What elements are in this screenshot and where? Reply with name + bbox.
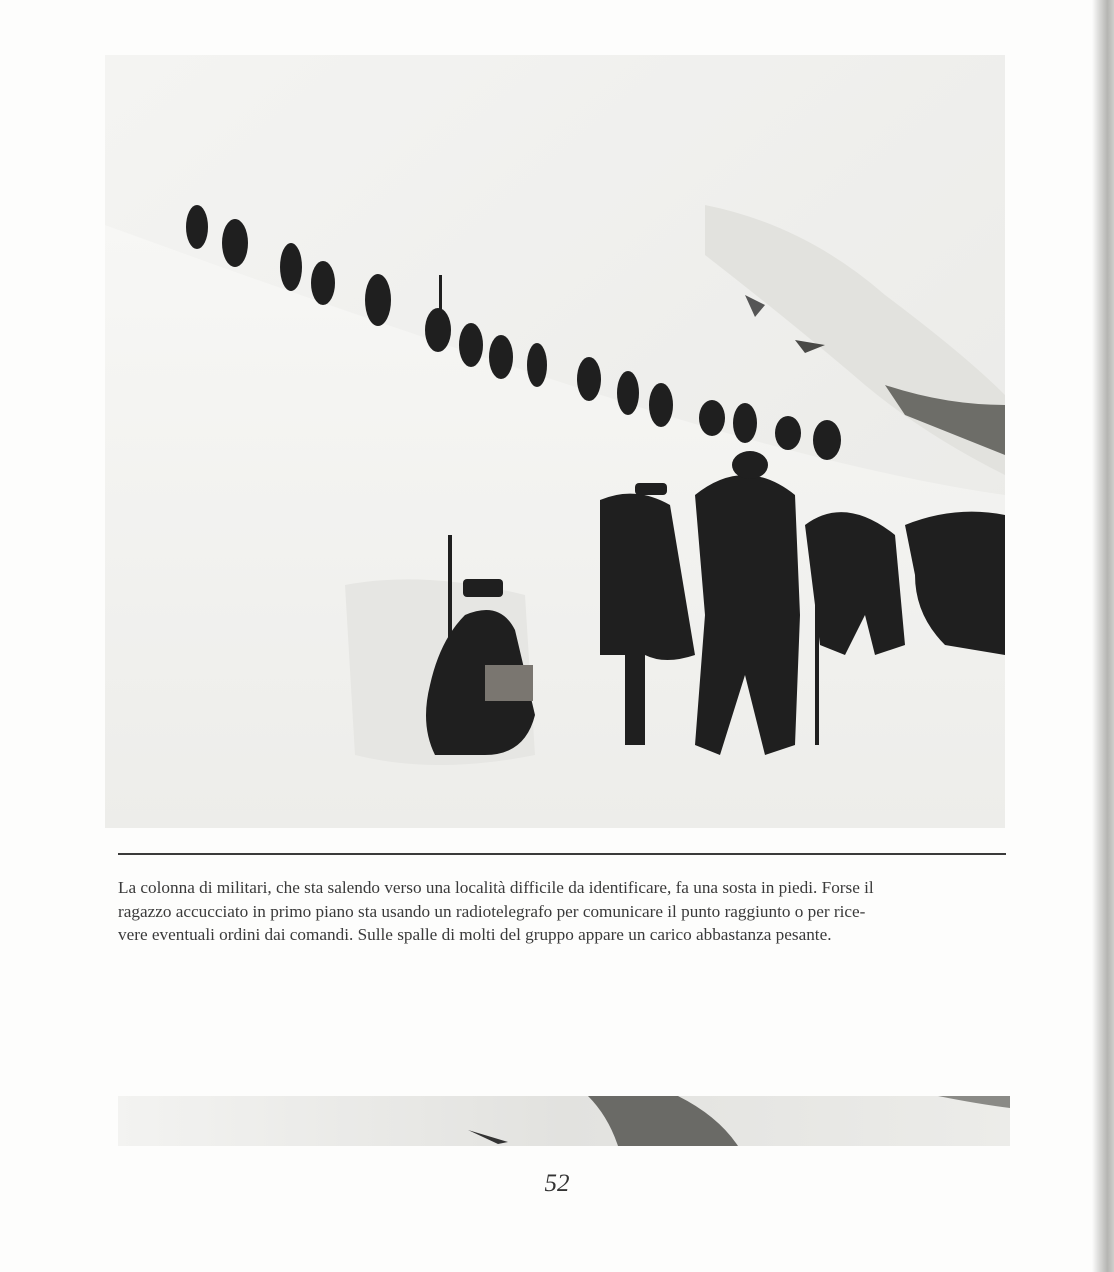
- photo-caption: [118, 876, 1006, 947]
- caption-line-1: La colonna di militari, che sta salendo verso una località difficile da identificare, fa una sosta in piedi. Forse il: [118, 878, 874, 897]
- caption-divider-rule: [118, 853, 1006, 855]
- book-binding-shadow: [1092, 0, 1114, 1272]
- photograph-soldiers-on-snow: [105, 55, 1005, 828]
- caption-line-3: vere eventuali ordini dai comandi. Sulle spalle di molti del gruppo appare un carico abbastanza pesante.: [118, 925, 832, 944]
- caption-line-2: ragazzo accucciato in primo piano sta usando un radiotelegrafo per comunicare il punto raggiunto o per rice-: [118, 901, 866, 921]
- next-photograph-strip: [118, 1096, 1010, 1146]
- page-number: 52: [544, 1170, 570, 1197]
